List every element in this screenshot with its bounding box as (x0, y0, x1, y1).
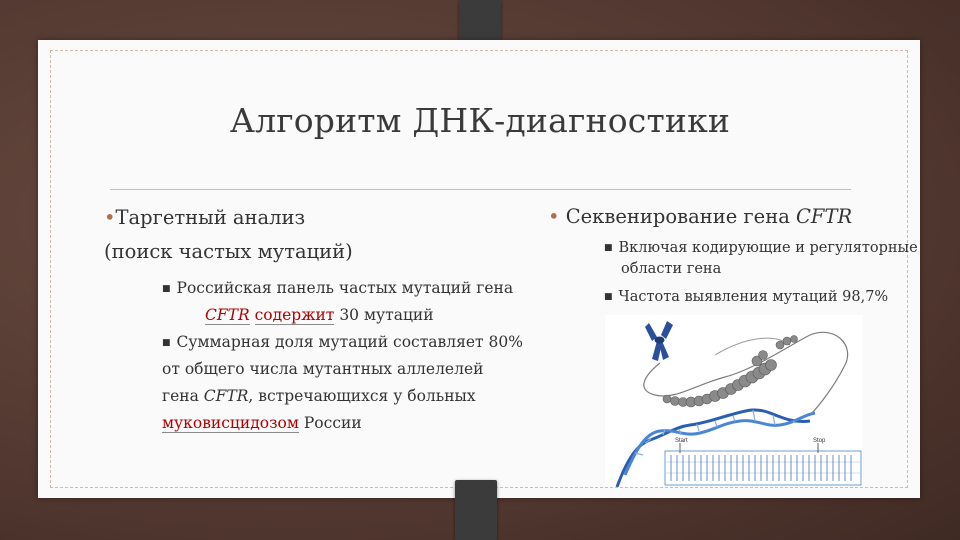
right-item1-line2: области гена (621, 261, 722, 277)
square-bullet: ■ (604, 243, 613, 253)
sequence-box (665, 438, 861, 485)
left-item2-line1 (162, 333, 523, 351)
dna-illustration-svg (605, 315, 863, 487)
nucleosome-coil (663, 336, 798, 408)
gene-name-cftr-italic: CFTR (203, 387, 249, 405)
left-item1-text: Российская панель частых мутаций гена (176, 279, 514, 297)
disease-name: муковисцидозом (162, 414, 299, 432)
bullet-dot: • (548, 205, 560, 228)
contains-word: содержит (254, 306, 335, 324)
left-item2-line3 (162, 387, 476, 405)
left-heading-line2: (поиск частых мутаций) (104, 240, 353, 263)
left-item1-line1 (162, 279, 513, 297)
right-item1-line1 (604, 240, 918, 256)
left-heading-line1 (104, 206, 305, 229)
start-label: Start (675, 438, 688, 444)
right-heading (548, 205, 852, 228)
square-bullet: ■ (162, 338, 171, 348)
dna-illustration (605, 315, 863, 487)
slide-title: Алгоритм ДНК-диагностики (229, 101, 731, 140)
right-item2 (604, 289, 888, 305)
left-item2-line4 (162, 414, 362, 432)
left-item1-line2 (205, 306, 434, 324)
stop-label: Stop (813, 438, 826, 444)
right-heading-gene: CFTR (796, 205, 853, 228)
gene-name-cftr: CFTR (205, 306, 250, 324)
chromosome-icon (645, 321, 673, 361)
binder-clip-bottom (455, 480, 497, 540)
left-item2-line4-post: России (298, 414, 362, 432)
right-item2-text: Частота выявления мутаций 98,7% (618, 289, 889, 305)
left-item1-rest: 30 мутаций (334, 306, 434, 324)
left-item2-gene-pre: гена (162, 387, 204, 405)
left-item2-text: Суммарная доля мутаций составляет 80% (176, 333, 524, 351)
left-heading-text: Таргетный анализ (115, 206, 306, 229)
square-bullet: ■ (604, 292, 613, 302)
title-divider (110, 189, 851, 190)
square-bullet: ■ (162, 284, 171, 294)
right-heading-text: Секвенирование гена (565, 205, 797, 228)
right-item1-text: Включая кодирующие и регуляторные (618, 240, 918, 256)
left-item2-line2: от общего числа мутантных аллелелей (162, 360, 484, 378)
bullet-dot: • (104, 206, 116, 229)
left-item2-gene-post: , встречающихся у больных (248, 387, 476, 405)
